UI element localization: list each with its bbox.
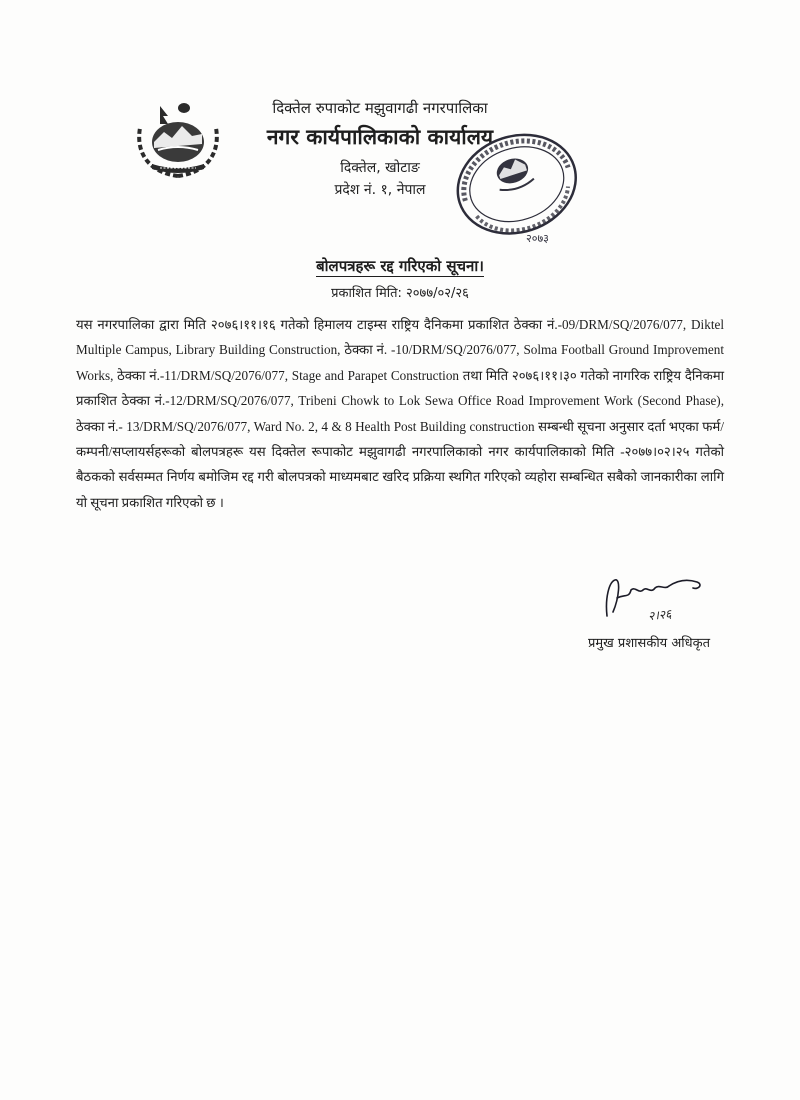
stamp-year: २०७३	[526, 232, 549, 245]
nepal-emblem-icon	[132, 98, 224, 180]
signature-date: २।२६	[647, 606, 673, 624]
notice-body: यस नगरपालिका द्वारा मिति २०७६।११।१६ गतेको हिमालय टाइम्स राष्ट्रिय दैनिकमा प्रकाशित ठेक्का नं.-09/DRM/SQ/2076/077, Diktel Multiple Campus, Library Building Construction, ठेक्का नं. -10/DRM/SQ/2076/077, Solma Football Ground Improvement Works, ठेक्का नं.-11/DRM/SQ/2076/077, Stage and Parapet Construction तथा मिति २०७६।११।३० गतेको नागरिक राष्ट्रिय दैनिकमा प्रकाशित ठेक्का नं.-12/DRM/SQ/2076/077, Tribeni Chowk to Lok Sewa Office Road Improvement Work (Second Phase), ठेक्का नं.- 13/DRM/SQ/2076/077, Ward No. 2, 4 & 8 Health Post Building construction सम्बन्धी सूचना अनुसार दर्ता भएका फर्म/कम्पनी/सप्लायर्सहरूको बोलपत्रहरू यस दिक्तेल रूपाकोट मझुवागढी नगरपालिकाको नगर कार्यपालिकाको मिति -२०७७।०२।२५ गतेको बैठकको सर्वसम्मत निर्णय बमोजिम रद्द गरी बोलपत्रको माध्यमबाट खरिद प्रक्रिया स्थगित गरिएको व्यहोरा सम्बन्धित सबैको जानकारीका लागि यो सूचना प्रकाशित गरिएको छ ।	[76, 317, 724, 510]
notice-title-text: बोलपत्रहरू रद्द गरिएको सूचना।	[316, 257, 484, 275]
signatory-title: प्रमुख प्रशासकीय अधिकृत	[588, 636, 711, 651]
office-name: नगर कार्यपालिकाको कार्यालय	[266, 125, 494, 149]
notice-title	[0, 256, 800, 276]
office-province: प्रदेश नं. १, नेपाल	[334, 182, 426, 198]
published-date: प्रकाशित मिति: २०७७/०२/२६	[331, 286, 469, 301]
municipality-name: दिक्तेल रुपाकोट मझुवागढी नगरपालिका	[272, 99, 488, 117]
office-seal-stamp	[448, 128, 588, 248]
office-address: दिक्तेल, खोटाङ	[340, 160, 420, 176]
